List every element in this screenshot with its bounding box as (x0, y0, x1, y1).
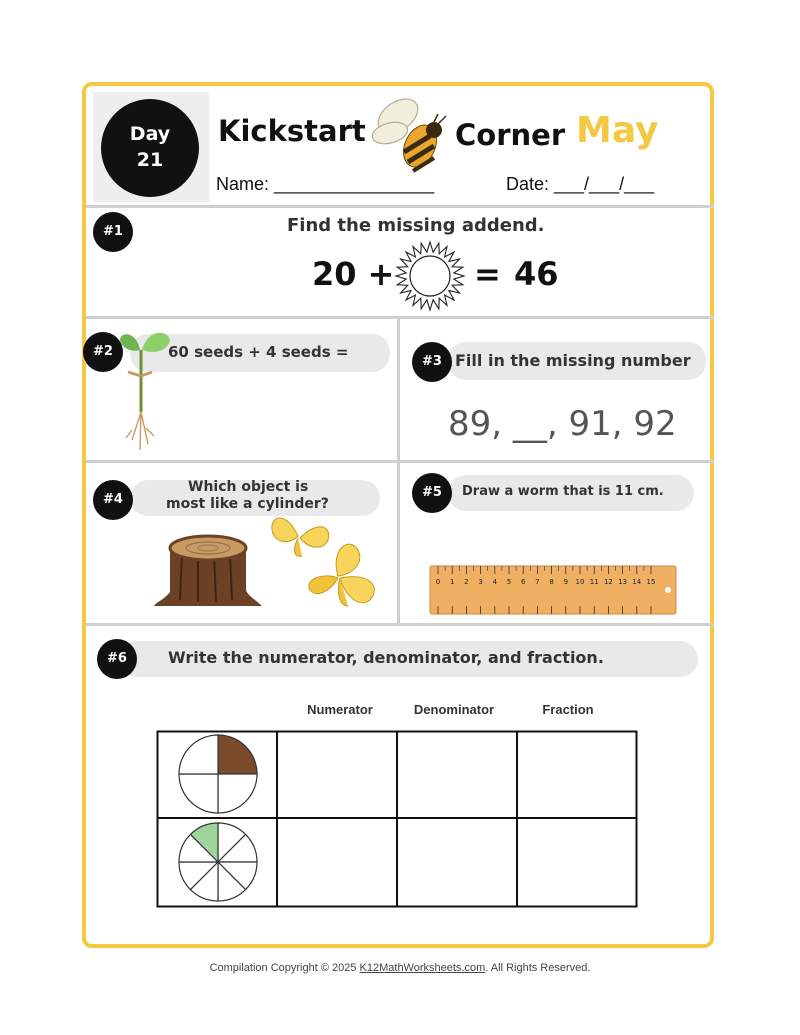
badge-q4: #4 (93, 480, 133, 520)
butterfly-icon[interactable] (266, 506, 382, 614)
q5-prompt: Draw a worm that is 11 cm. (462, 484, 664, 499)
name-field[interactable]: Name: ________________ (216, 174, 435, 194)
date-field[interactable]: Date: ___/___/___ (506, 174, 655, 194)
numerator-cell-1[interactable] (279, 733, 395, 816)
fraction-cell-1[interactable] (519, 733, 635, 816)
q1-equals: = (474, 255, 501, 293)
ruler-tick-label: 7 (535, 578, 540, 586)
ruler (430, 566, 678, 616)
divider-row2 (86, 460, 714, 463)
divider-header (86, 205, 714, 208)
ruler-tick-label: 14 (632, 578, 642, 586)
badge-q6: #6 (97, 639, 137, 679)
month-label: May (576, 110, 659, 151)
q2-prompt: 60 seeds + 4 seeds = (168, 343, 349, 361)
fraction-slice-shaded (218, 735, 257, 774)
seedling-icon (118, 320, 174, 454)
ruler-tick-label: 5 (506, 578, 512, 586)
fraction-slice (218, 774, 257, 813)
ruler-tick-label: 3 (478, 578, 483, 586)
copyright-prefix: Compilation Copyright © 2025 (209, 962, 357, 974)
ruler-tick-label: 6 (520, 578, 526, 586)
ruler-tick-label: 4 (492, 578, 498, 586)
q1-sum: 46 (514, 255, 559, 293)
col-fraction: Fraction (542, 702, 594, 717)
denominator-cell-2[interactable] (399, 820, 515, 905)
title-corner: Corner (455, 118, 566, 152)
ruler-tick-label: 10 (575, 578, 585, 586)
badge-q3: #3 (412, 342, 452, 382)
ruler-tick-label: 9 (563, 578, 569, 586)
divider-q1 (86, 316, 714, 319)
copyright-suffix: . All Rights Reserved. (485, 962, 591, 974)
ruler-tick-label: 15 (646, 578, 656, 586)
fraction-circle-fourths (179, 735, 257, 813)
bee-icon (368, 88, 458, 188)
q1-addend: 20 + (312, 255, 395, 293)
day-badge (101, 99, 199, 197)
q1-prompt: Find the missing addend. (287, 215, 545, 236)
ruler-tick-label: 11 (589, 578, 599, 586)
col-numerator: Numerator (307, 702, 373, 717)
fraction-slice (179, 774, 218, 813)
q6-prompt: Write the numerator, denominator, and fraction. (168, 648, 604, 667)
sun-icon[interactable] (394, 240, 466, 312)
q4-prompt-line2: most like a cylinder? (166, 496, 329, 512)
q4-prompt-line1: Which object is (188, 479, 309, 495)
divider-vertical (397, 316, 400, 626)
day-number: 21 (136, 149, 164, 171)
fraction-cell-2[interactable] (519, 820, 635, 905)
fraction-table (156, 730, 640, 910)
day-label: Day (129, 123, 171, 145)
title-kickstart: Kickstart (218, 114, 366, 148)
denominator-cell-1[interactable] (399, 733, 515, 816)
ruler-tick-label: 8 (549, 578, 554, 586)
ruler-tick-label: 1 (449, 578, 455, 586)
site-link[interactable]: K12MathWorksheets.com (359, 962, 486, 974)
divider-row3 (86, 623, 714, 626)
badge-q5: #5 (412, 473, 452, 513)
fraction-slice (179, 735, 218, 774)
badge-q1: #1 (93, 212, 133, 252)
fraction-circle-eighths (179, 823, 257, 901)
ruler-tick-label: 0 (435, 578, 441, 586)
q3-prompt: Fill in the missing number (455, 351, 691, 370)
ruler-tick-label: 2 (464, 578, 469, 586)
ruler-tick-label: 12 (603, 578, 613, 586)
ruler-tick-label: 13 (618, 578, 628, 586)
q3-sequence: 89, __, 91, 92 (448, 404, 677, 444)
tree-stump-icon[interactable] (152, 530, 268, 610)
numerator-cell-2[interactable] (279, 820, 395, 905)
col-denominator: Denominator (413, 702, 495, 717)
copyright (0, 962, 800, 974)
badge-q2: #2 (83, 332, 123, 372)
